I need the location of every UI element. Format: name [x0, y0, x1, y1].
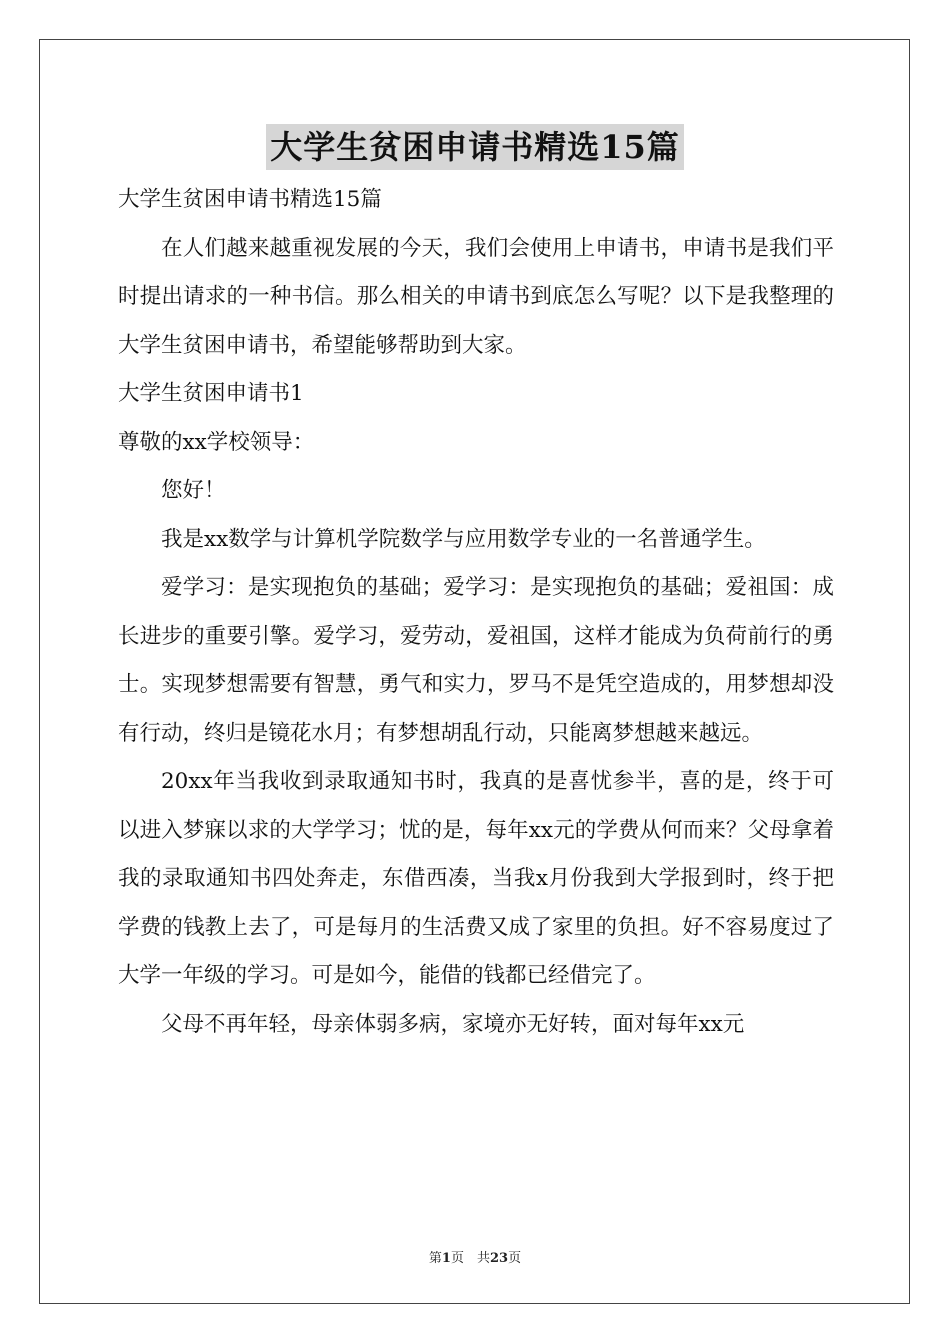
- paragraph: 大学生贫困申请书1: [118, 381, 304, 406]
- footer-mid: 页 共: [450, 1251, 490, 1266]
- paragraph: 我是xx数学与计算机学院数学与应用数学专业的一名普通学生。: [161, 526, 766, 552]
- title-wrap: [0, 124, 950, 170]
- paragraph: 大学生贫困申请书精选15篇: [118, 187, 382, 212]
- document-body: [118, 176, 834, 1049]
- footer-current-page: 1: [441, 1251, 451, 1266]
- page-footer: [0, 1247, 950, 1266]
- paragraph: 您好！: [161, 478, 226, 503]
- paragraph: 尊敬的xx学校领导：: [118, 429, 315, 455]
- document-title: 大学生贫困申请书精选15篇: [266, 124, 684, 170]
- paragraph: 20xx年当我收到录取通知书时，我真的是喜忧参半，喜的是，终于可以进入梦寐以求的大学学习；忧的是，每年xx元的学费从何而来？父母拿着我的录取通知书四处奔走，东借西凑，当我x月份我到大学报到时，终于把学费的钱教上去了，可是每月的生活费又成了家里的负担。好不容易度过了大学一年级的学习。可是如今，能借的钱都已经借完了。: [118, 769, 834, 988]
- footer-total-pages: 23: [489, 1251, 509, 1266]
- paragraph: 父母不再年轻，母亲体弱多病，家境亦无好转，面对每年xx元: [161, 1011, 745, 1037]
- footer-suffix: 页: [508, 1251, 522, 1266]
- footer-prefix: 第: [428, 1251, 442, 1266]
- paragraph: 在人们越来越重视发展的今天，我们会使用上申请书，申请书是我们平时提出请求的一种书信。那么相关的申请书到底怎么写呢？以下是我整理的大学生贫困申请书，希望能够帮助到大家。: [118, 235, 834, 358]
- paragraph: 爱学习：是实现抱负的基础；爱学习：是实现抱负的基础；爱祖国：成长进步的重要引擎。爱学习，爱劳动，爱祖国，这样才能成为负荷前行的勇士。实现梦想需要有智慧，勇气和实力，罗马不是凭空造成的，用梦想却没有行动，终归是镜花水月；有梦想胡乱行动，只能离梦想越来越远。: [118, 575, 834, 746]
